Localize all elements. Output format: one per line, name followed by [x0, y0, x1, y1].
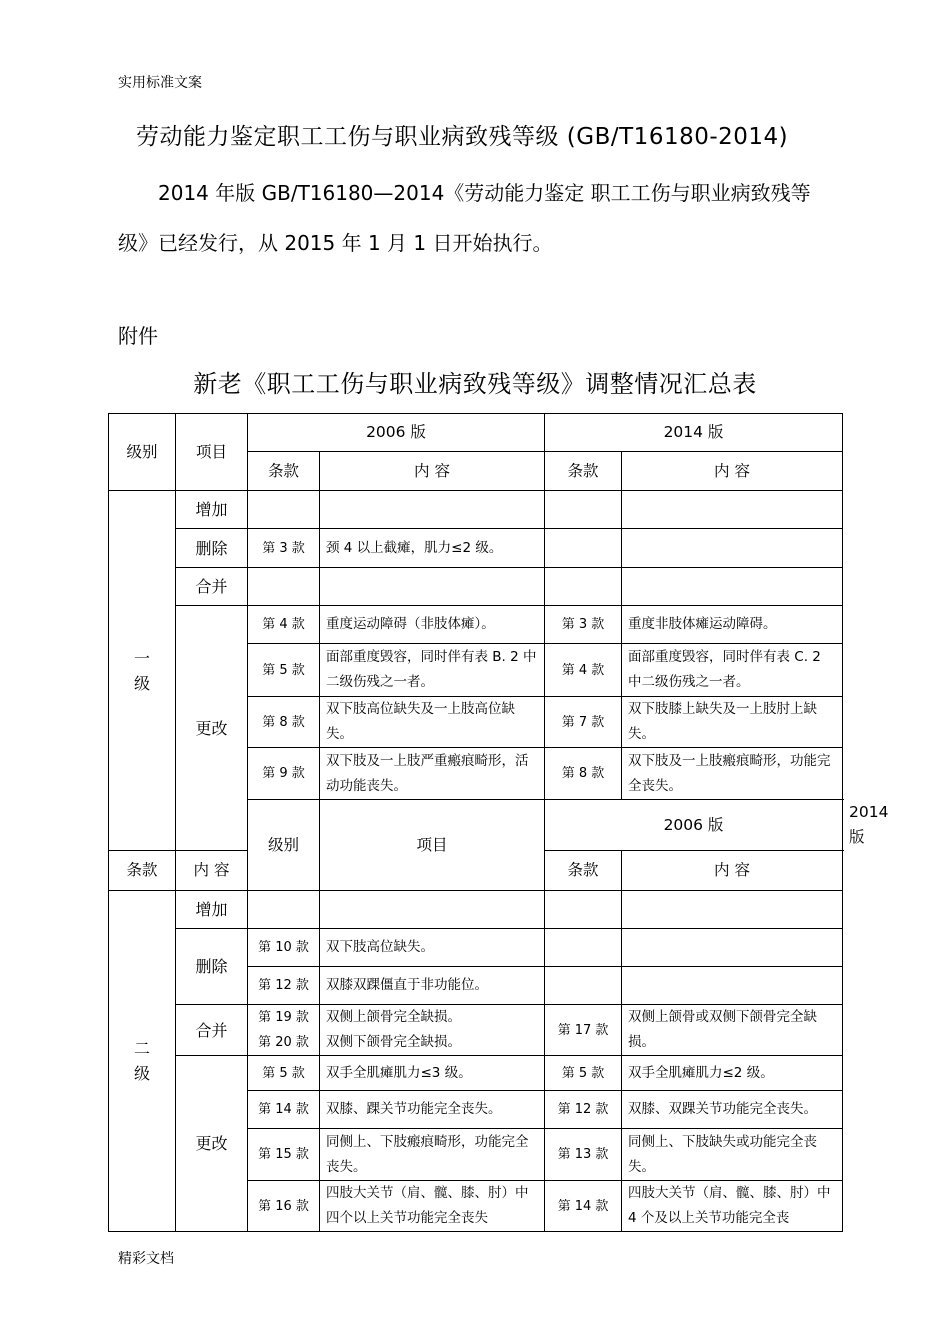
new-clause: 第 12 款: [545, 1091, 622, 1129]
level-2-label: 二 级: [109, 891, 176, 1232]
table-row: [109, 529, 843, 568]
footer-note: 精彩文档: [118, 1251, 174, 1267]
header-content-2014: 内 容: [622, 452, 843, 491]
new-clause: 第 5 款: [545, 1056, 622, 1091]
table-title: 新老《职工工伤与职业病致残等级》调整情况汇总表: [193, 370, 757, 398]
new-content: 同侧上、下肢缺失或功能完全丧失。: [622, 1129, 843, 1181]
old-clause: 第 20 款: [258, 1035, 309, 1050]
header-content-2006: 内 容: [176, 851, 248, 891]
old-content: 同侧上、下肢瘢痕畸形，功能完全丧失。: [320, 1129, 545, 1181]
table-row: [109, 891, 843, 929]
item-change: 更改: [176, 606, 248, 851]
old-clause: 第 9 款: [248, 748, 320, 800]
header-level: 级别: [109, 414, 176, 491]
old-content: 双手全肌瘫肌力≤3 级。: [320, 1056, 545, 1091]
table-row: [109, 1056, 843, 1091]
old-clause: 第 3 款: [248, 529, 320, 568]
old-content: 颈 4 以上截瘫，肌力≤2 级。: [320, 529, 545, 568]
old-content: 双下肢高位缺失及一上肢高位缺失。: [320, 697, 545, 748]
header-level: 级别: [248, 800, 320, 891]
old-content: 四肢大关节（肩、髋、膝、肘）中四个以上关节功能完全丧失: [320, 1181, 545, 1232]
item-delete: 删除: [176, 529, 248, 568]
header-2006-version: 2006 版: [545, 800, 843, 851]
item-merge: 合并: [176, 568, 248, 606]
header-2014-version: 2014 版: [545, 414, 843, 452]
old-clause: 第 12 款: [248, 967, 320, 1005]
old-clause: 第 4 款: [248, 606, 320, 644]
old-clause: 第 14 款: [248, 1091, 320, 1129]
header-item: 项目: [176, 414, 248, 491]
old-content-pair: [320, 1005, 545, 1056]
item-delete: 删除: [176, 929, 248, 1005]
item-add: 增加: [176, 491, 248, 529]
old-clause: 第 15 款: [248, 1129, 320, 1181]
new-content: 双下肢膝上缺失及一上肢肘上缺失。: [622, 697, 843, 748]
new-content: 面部重度毁容，同时伴有表 C. 2 中二级伤残之一者。: [622, 644, 843, 697]
header-content-2006: 内 容: [320, 452, 545, 491]
header-clause-2014: 条款: [545, 452, 622, 491]
new-clause: 第 3 款: [545, 606, 622, 644]
new-content: 双膝、双踝关节功能完全丧失。: [622, 1091, 843, 1129]
table-header-row: [109, 414, 843, 452]
intro-paragraph: 2014 年版 GB/T16180—2014《劳动能力鉴定 职工工伤与职业病致残等级》已经发行，从 2015 年 1 月 1 日开始执行。: [118, 181, 811, 255]
old-content: 双膝、踝关节功能完全丧失。: [320, 1091, 545, 1129]
header-clause-2014: 条款: [545, 851, 622, 891]
item-change: 更改: [176, 1056, 248, 1232]
table-row: [109, 568, 843, 606]
old-clause-pair: [248, 1005, 320, 1056]
comparison-table: [108, 413, 889, 1232]
new-content: 双手全肌瘫肌力≤2 级。: [622, 1056, 843, 1091]
table-row: [109, 491, 843, 529]
old-content: 双侧上颌骨完全缺损。: [326, 1009, 461, 1025]
old-clause: 第 5 款: [248, 644, 320, 697]
table-row: [109, 1005, 843, 1056]
new-clause: 第 4 款: [545, 644, 622, 697]
old-content: 双膝双踝僵直于非功能位。: [320, 967, 545, 1005]
header-2006-version: 2006 版: [248, 414, 545, 452]
table-header-row: 级别 项目 2006 版 2014 版: [109, 800, 843, 851]
new-content: 四肢大关节（肩、髋、膝、肘）中 4 个及以上关节功能完全丧: [622, 1181, 843, 1232]
item-add: 增加: [176, 891, 248, 929]
old-clause: 第 16 款: [248, 1181, 320, 1232]
header-note: 实用标准文案: [118, 75, 202, 91]
new-clause: 第 8 款: [545, 748, 622, 800]
table-row: [109, 929, 843, 967]
new-content: 重度非肢体瘫运动障碍。: [622, 606, 843, 644]
old-clause: 第 8 款: [248, 697, 320, 748]
attachment-label: 附件: [118, 324, 158, 348]
document-title: 劳动能力鉴定职工工伤与职业病致残等级 (GB/T16180-2014): [136, 124, 789, 150]
table-row: [109, 606, 843, 644]
old-content: 双下肢高位缺失。: [320, 929, 545, 967]
new-clause: 第 14 款: [545, 1181, 622, 1232]
old-content: 双下肢及一上肢严重瘢痕畸形，活动功能丧失。: [320, 748, 545, 800]
old-clause: 第 10 款: [248, 929, 320, 967]
old-content: 双侧下颌骨完全缺损。: [326, 1034, 461, 1050]
old-content: 重度运动障碍（非肢体瘫）。: [320, 606, 545, 644]
new-content: 双侧上颌骨或双侧下颌骨完全缺损。: [622, 1005, 843, 1056]
new-clause: 第 7 款: [545, 697, 622, 748]
header-clause-2006: 条款: [248, 452, 320, 491]
old-content: 面部重度毁容，同时伴有表 B. 2 中二级伤残之一者。: [320, 644, 545, 697]
header-item: 项目: [320, 800, 545, 891]
header-content-2014: 内 容: [622, 851, 843, 891]
header-clause-2006: 条款: [109, 851, 176, 891]
old-clause: 第 5 款: [248, 1056, 320, 1091]
new-clause: 第 13 款: [545, 1129, 622, 1181]
new-content: 双下肢及一上肢瘢痕畸形，功能完全丧失。: [622, 748, 843, 800]
new-clause: 第 17 款: [545, 1005, 622, 1056]
old-clause: 第 19 款: [258, 1010, 309, 1025]
level-1-label: 一 级: [109, 491, 176, 851]
item-merge: 合并: [176, 1005, 248, 1056]
